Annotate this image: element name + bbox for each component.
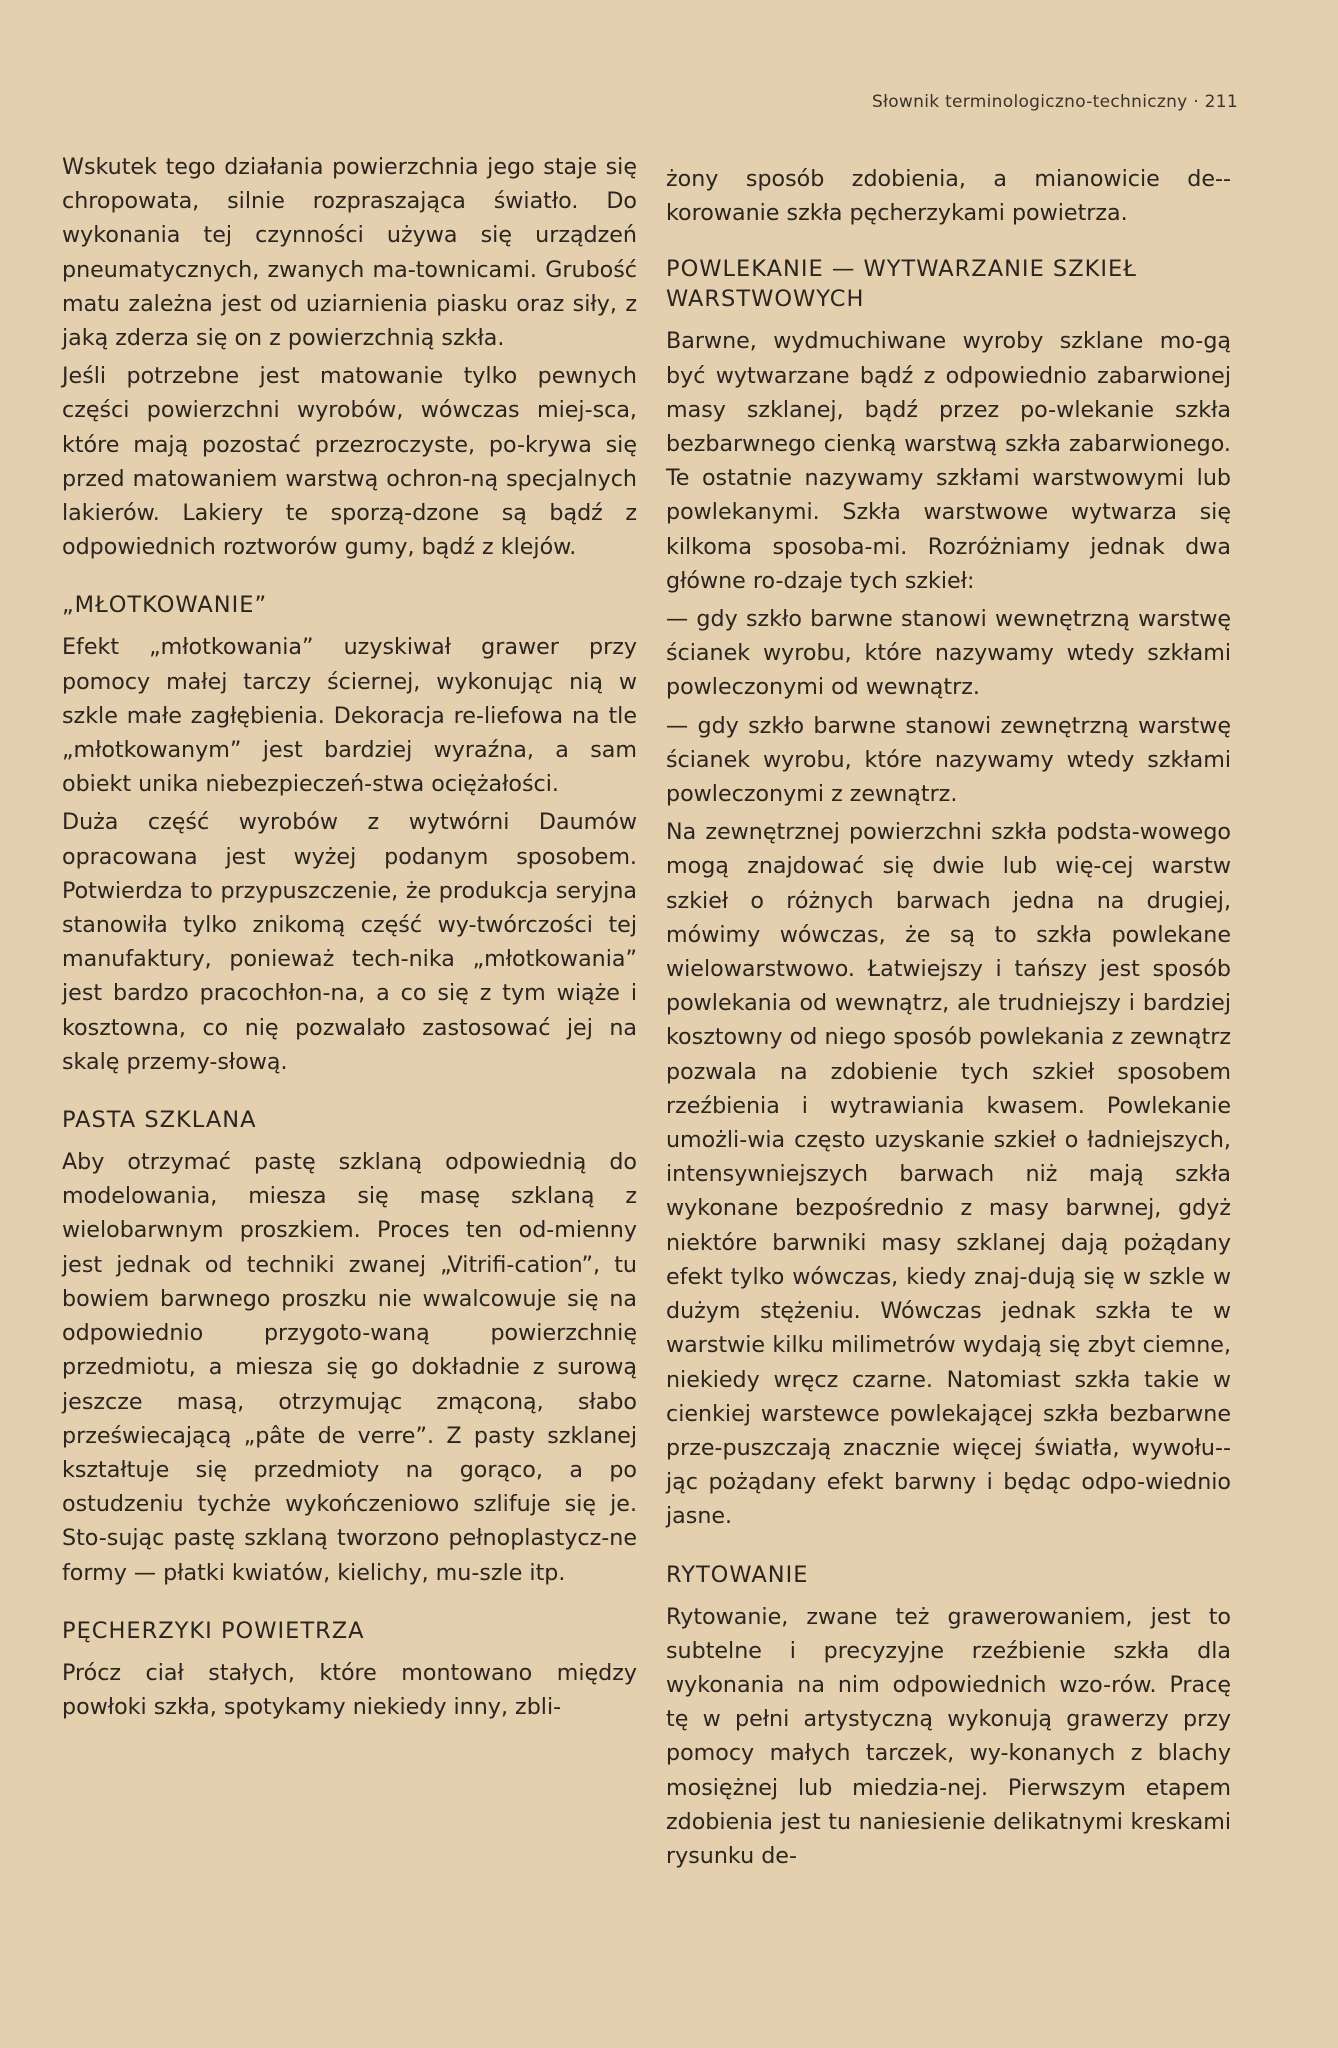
paragraph: Barwne, wydmuchiwane wyroby szklane mo-gą być wytwarzane bądź z odpowiednio zabarwionej masy szklanej, bądź przez po-wlekanie szkła bezbarwnego cienką warstwą szkła zabarwionego. Te ostatnie nazywamy szkłami warstwowymi lub powlekanymi. Szkła warstwowe wytwarza się kilkoma sposoba-mi. Rozróżniamy jednak dwa główne ro-dzaje tych szkieł: xyxy=(666,328,1231,594)
left-column xyxy=(62,150,637,1728)
section-heading-mlotkowanie: „MŁOTKOWANIE” xyxy=(62,592,268,619)
paragraph: Jeśli potrzebne jest matowanie tylko pewnych części powierzchni wyrobów, wówczas miej-sca, które mają pozostać przezroczyste, po-krywa się przed matowaniem warstwą ochron-ną specjalnych lakierów. Lakiery te sporzą-dzone są bądź z odpowiednich roztworów gumy, bądź z klejów. xyxy=(62,363,637,561)
paragraph: Wskutek tego działania powierzchnia jego staje się chropowata, silnie rozpraszająca światło. Do wykonania tej czynności używa się urządzeń pneumatycznych, zwanych ma-townicami. Grubość matu zależna jest od uziarnienia piasku oraz siły, z jaką zderza się on z powierzchnią szkła. xyxy=(62,154,637,352)
running-head: Słownik terminologiczno-techniczny · 211 xyxy=(872,92,1238,112)
section-heading-pecherzyki-powietrza: PĘCHERZYKI POWIETRZA xyxy=(62,1617,365,1644)
list-item: — gdy szkło barwne stanowi wewnętrzną warstwę ścianek wyrobu, które nazywamy wtedy szkłami powleczonymi od wewnątrz. xyxy=(666,606,1231,701)
right-column xyxy=(666,162,1231,1877)
section-heading-powlekanie: POWLEKANIE — WYTWARZANIE SZKIEŁ WARSTWOWYCH xyxy=(666,256,1137,313)
section-heading-pasta-szklana: PASTA SZKLANA xyxy=(62,1107,257,1134)
paragraph: Na zewnętrznej powierzchni szkła podsta-wowego mogą znajdować się dwie lub wię-cej warstw szkieł o różnych barwach jedna na drugiej, mówimy wówczas, że są to szkła powlekane wielowarstwowo. Łatwiejszy i tańszy jest sposób powlekania od wewnątrz, ale trudniejszy i bardziej kosztowny od niego sposób powlekania z zewnątrz pozwala na zdobienie tych szkieł sposobem rzeźbienia i wytrawiania kwasem. Powlekanie umożli-wia często uzyskanie szkieł o ładniejszych, intensywniejszych barwach niż mają szkła wykonane bezpośrednio z masy barwnej, gdyż niektóre barwniki masy szklanej dają pożądany efekt tylko wówczas, kiedy znaj-dują się w szkle w dużym stężeniu. Wówczas jednak szkła te w warstwie kilku milimetrów wydają się zbyt ciemne, niekiedy wręcz czarne. Natomiast szkła takie w cienkiej warstewce powlekającej szkła bezbarwne prze-puszczają znacznie więcej światła, wywołu-jąc pożądany efekt barwny i będąc odpo-wiednio jasne. xyxy=(666,819,1231,1530)
paragraph: Rytowanie, zwane też grawerowaniem, jest to subtelne i precyzyjne rzeźbienie szkła dla wykonania na nim odpowiednich wzo-rów. Pracę tę w pełni artystyczną wykonują grawerzy przy pomocy małych tarczek, wy-konanych z blachy mosiężnej lub miedzia-nej. Pierwszym etapem zdobienia jest tu naniesienie delikatnymi kreskami rysunku de- xyxy=(666,1603,1231,1869)
paragraph: Aby otrzymać pastę szklaną odpowiednią do modelowania, miesza się masę szklaną z wielobarwnym proszkiem. Proces ten od-mienny jest jednak od techniki zwanej „Vitrifi-cation”, tu bowiem barwnego proszku nie wwalcowuje się na odpowiednio przygoto-waną powierzchnię przedmiotu, a miesza się go dokładnie z surową jeszcze masą, otrzymując zmąconą, słabo przeświecającą „pâte de verre”. Z pasty szklanej kształtuje się przedmioty na gorąco, a po ostudzeniu tychże wykończeniowo szlifuje się je. Sto-sując pastę szklaną tworzono pełnoplastycz-ne formy — płatki kwiatów, kielichy, mu-szle itp. xyxy=(62,1149,637,1586)
paragraph: Duża część wyrobów z wytwórni Daumów opracowana jest wyżej podanym sposobem. Potwierdza to przypuszczenie, że produkcja seryjna stanowiła tylko znikomą część wy-twórczości tej manufaktury, ponieważ tech-nika „młotkowania” jest bardzo pracochłon-na, a co się z tym wiąże i kosztowna, co nię pozwalało zastosować jej na skalę przemy-słową. xyxy=(62,809,637,1075)
paragraph: Efekt „młotkowania” uzyskiwał grawer przy pomocy małej tarczy ściernej, wykonując nią w szkle małe zagłębienia. Dekoracja re-liefowa na tle „młotkowanym” jest bardziej wyraźna, a sam obiekt unika niebezpieczeń-stwa ociężałości. xyxy=(62,634,637,798)
section-heading-rytowanie: RYTOWANIE xyxy=(666,1561,809,1588)
paragraph: Prócz ciał stałych, które montowano między powłoki szkła, spotykamy niekiedy inny, zbli- xyxy=(62,1659,637,1720)
list-item: — gdy szkło barwne stanowi zewnętrzną warstwę ścianek wyrobu, które nazywamy wtedy szkłami powleczonymi z zewnątrz. xyxy=(666,712,1231,808)
paragraph: żony sposób zdobienia, a mianowicie de-korowanie szkła pęcherzykami powietrza. xyxy=(666,166,1231,227)
